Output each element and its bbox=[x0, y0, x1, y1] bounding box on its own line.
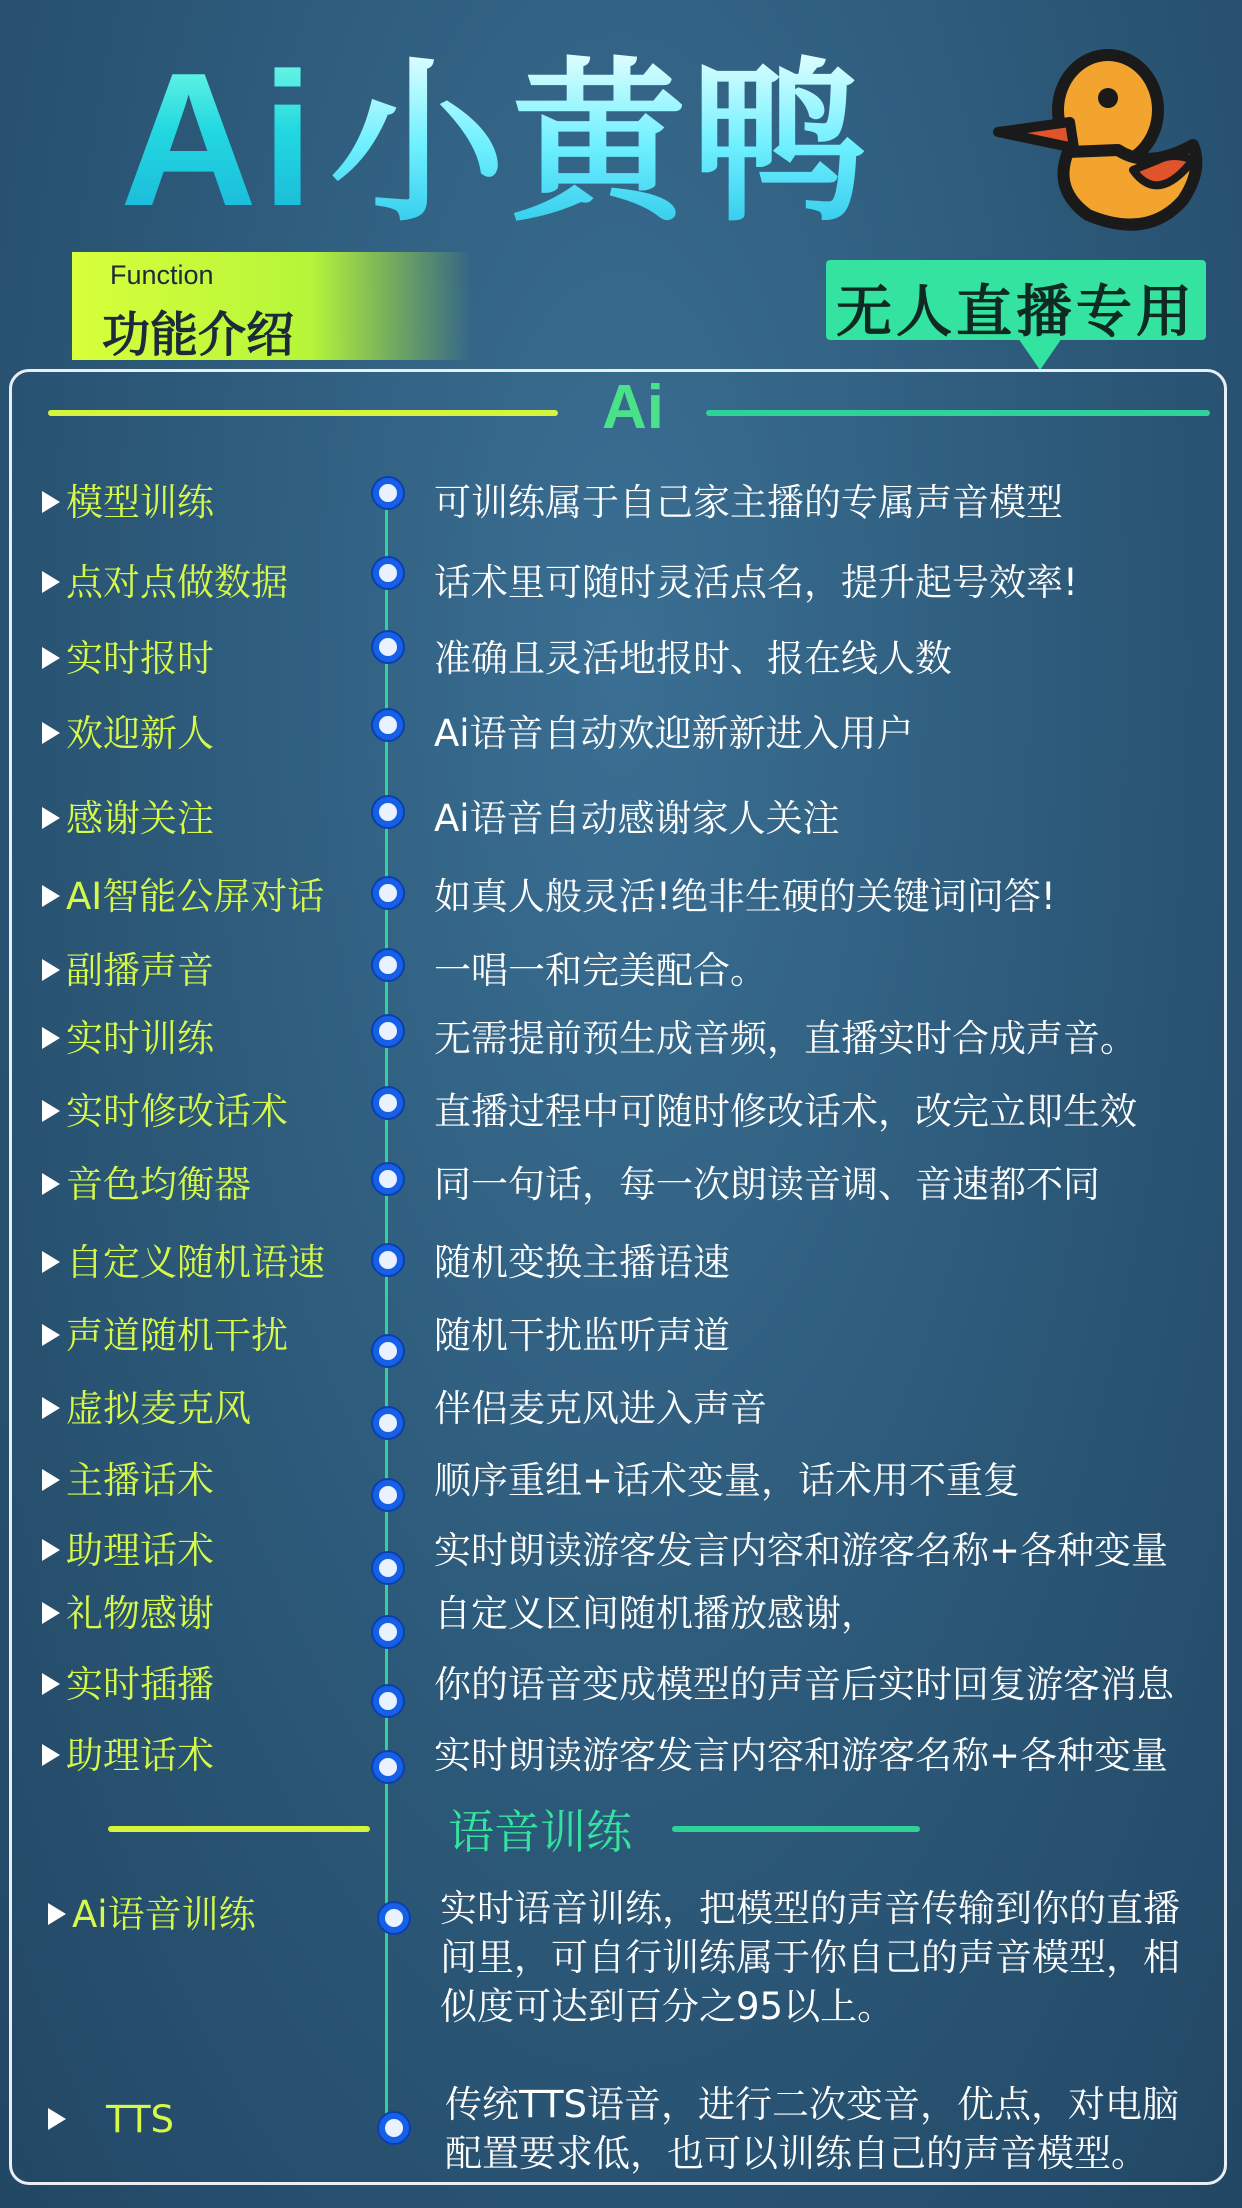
feature-label bbox=[42, 866, 324, 920]
voice-divider-left bbox=[108, 1826, 370, 1832]
timeline-dot bbox=[379, 2113, 409, 2143]
timeline-dot bbox=[373, 950, 403, 980]
feature-label bbox=[42, 1305, 288, 1359]
feature-label bbox=[42, 1378, 251, 1432]
triangle-bullet-icon bbox=[42, 1324, 60, 1346]
feature-label-text: 音色均衡器 bbox=[66, 1163, 251, 1206]
title-ai: Ai bbox=[120, 34, 318, 246]
feature-label-text: 实时报时 bbox=[66, 637, 214, 680]
triangle-bullet-icon bbox=[42, 722, 60, 744]
feature-desc: 随机干扰监听声道 bbox=[434, 1314, 730, 1357]
feature-label-text: 实时修改话术 bbox=[66, 1090, 288, 1133]
feature-label-text: 助理话术 bbox=[66, 1734, 214, 1777]
triangle-bullet-icon bbox=[42, 959, 60, 981]
triangle-bullet-icon bbox=[48, 1903, 66, 1925]
feature-label-text: 实时插播 bbox=[66, 1663, 214, 1706]
feature-label bbox=[42, 788, 214, 842]
timeline-dot bbox=[373, 558, 403, 588]
voice-feature-desc-line: 似度可达到百分之95以上。 bbox=[440, 1985, 895, 2028]
triangle-bullet-icon bbox=[42, 1539, 60, 1561]
triangle-bullet-icon bbox=[42, 1673, 60, 1695]
triangle-bullet-icon bbox=[42, 1100, 60, 1122]
triangle-bullet-icon bbox=[42, 491, 60, 513]
feature-label-text: 模型训练 bbox=[66, 481, 214, 524]
feature-label bbox=[42, 1154, 251, 1208]
feature-label bbox=[42, 1081, 288, 1135]
timeline-dot bbox=[373, 1016, 403, 1046]
feature-label-text: 实时训练 bbox=[66, 1017, 214, 1060]
timeline-dot bbox=[373, 1336, 403, 1366]
timeline-dot bbox=[373, 1164, 403, 1194]
feature-desc: 准确且灵活地报时、报在线人数 bbox=[434, 637, 952, 680]
triangle-bullet-icon bbox=[42, 1744, 60, 1766]
feature-label-text: 感谢关注 bbox=[66, 797, 214, 840]
live-badge bbox=[826, 260, 1206, 345]
triangle-bullet-icon bbox=[42, 885, 60, 907]
live-badge-text: 无人直播专用 bbox=[836, 280, 1196, 345]
function-cn-label: 功能介绍 bbox=[102, 307, 295, 363]
voice-feature-desc bbox=[440, 1884, 1180, 2031]
timeline-dot bbox=[373, 710, 403, 740]
timeline-dot bbox=[373, 1752, 403, 1782]
feature-desc: Ai语音自动欢迎新新进入用户 bbox=[434, 712, 914, 755]
duck-icon bbox=[958, 40, 1208, 240]
feature-label-text: 礼物感谢 bbox=[66, 1592, 214, 1635]
feature-label bbox=[42, 940, 214, 994]
triangle-bullet-icon bbox=[42, 1397, 60, 1419]
voice-feature-label-text: Ai语音训练 bbox=[72, 1893, 256, 1936]
feature-desc: 顺序重组+话术变量，话术用不重复 bbox=[434, 1459, 1021, 1502]
divider-left bbox=[48, 410, 558, 416]
feature-label-text: 声道随机干扰 bbox=[66, 1314, 288, 1357]
function-en-label: Function bbox=[110, 260, 214, 290]
feature-desc: 自定义区间随机播放感谢， bbox=[434, 1592, 878, 1635]
title-main: 小黄鸭 bbox=[330, 43, 873, 246]
triangle-bullet-icon bbox=[42, 647, 60, 669]
feature-desc: 话术里可随时灵活点名，提升起号效率! bbox=[434, 561, 1078, 604]
feature-label-text: 助理话术 bbox=[66, 1529, 214, 1572]
feature-label-text: AI智能公屏对话 bbox=[66, 875, 325, 918]
feature-label bbox=[42, 1583, 214, 1637]
voice-feature-desc-line: 配置要求低，也可以训练自己的声音模型。 bbox=[445, 2132, 1148, 2175]
timeline-dot bbox=[373, 1553, 403, 1583]
feature-desc: 实时朗读游客发言内容和游客名称+各种变量 bbox=[434, 1529, 1169, 1572]
feature-desc: 同一句话，每一次朗读音调、音速都不同 bbox=[434, 1163, 1100, 1206]
feature-label bbox=[42, 1232, 325, 1286]
timeline-dot bbox=[373, 1480, 403, 1510]
triangle-bullet-icon bbox=[42, 1251, 60, 1273]
feature-label bbox=[42, 703, 214, 757]
divider-right bbox=[706, 410, 1210, 416]
section-title-ai: Ai bbox=[602, 373, 664, 442]
feature-desc: 如真人般灵活!绝非生硬的关键词问答! bbox=[434, 875, 1056, 918]
voice-feature-desc-line: 间里，可自行训练属于你自己的声音模型，相 bbox=[440, 1936, 1180, 1979]
timeline-dot bbox=[373, 1088, 403, 1118]
feature-desc: 实时朗读游客发言内容和游客名称+各种变量 bbox=[434, 1734, 1169, 1777]
feature-desc: 一唱一和完美配合。 bbox=[434, 949, 767, 992]
triangle-bullet-icon bbox=[42, 1602, 60, 1624]
feature-label-text: 虚拟麦克风 bbox=[66, 1387, 251, 1430]
timeline-dot bbox=[373, 1245, 403, 1275]
feature-label bbox=[42, 552, 288, 606]
badge-tail bbox=[1018, 338, 1062, 370]
feature-desc: 直播过程中可随时修改话术，改完立即生效 bbox=[434, 1090, 1137, 1133]
timeline-dot bbox=[379, 1903, 409, 1933]
voice-divider-right bbox=[672, 1826, 920, 1832]
feature-label bbox=[42, 628, 214, 682]
voice-feature-label-text: TTS bbox=[106, 2098, 175, 2141]
timeline-dot bbox=[373, 878, 403, 908]
voice-feature-desc-line: 实时语音训练，把模型的声音传输到你的直播 bbox=[440, 1887, 1180, 1930]
feature-label bbox=[42, 1654, 214, 1708]
triangle-bullet-icon bbox=[48, 2108, 66, 2130]
feature-label bbox=[42, 1520, 214, 1574]
timeline-dot bbox=[373, 1617, 403, 1647]
section-title-voice: 语音训练 bbox=[448, 1805, 632, 1859]
timeline-dot bbox=[373, 632, 403, 662]
timeline-dot bbox=[373, 797, 403, 827]
voice-feature-label bbox=[48, 2098, 174, 2141]
voice-feature-label bbox=[48, 1884, 256, 1938]
timeline-dot bbox=[373, 1686, 403, 1716]
feature-label-text: 自定义随机语速 bbox=[66, 1241, 325, 1284]
feature-desc: Ai语音自动感谢家人关注 bbox=[434, 797, 840, 840]
feature-label bbox=[42, 472, 214, 526]
feature-desc: 伴侣麦克风进入声音 bbox=[434, 1387, 767, 1430]
voice-feature-desc bbox=[445, 2080, 1179, 2178]
feature-label-text: 欢迎新人 bbox=[66, 712, 214, 755]
feature-desc: 随机变换主播语速 bbox=[434, 1241, 730, 1284]
triangle-bullet-icon bbox=[42, 571, 60, 593]
feature-label-text: 主播话术 bbox=[66, 1459, 214, 1502]
triangle-bullet-icon bbox=[42, 1027, 60, 1049]
triangle-bullet-icon bbox=[42, 807, 60, 829]
feature-desc: 无需提前预生成音频，直播实时合成声音。 bbox=[434, 1017, 1137, 1060]
triangle-bullet-icon bbox=[42, 1173, 60, 1195]
feature-label bbox=[42, 1725, 214, 1779]
feature-label-text: 副播声音 bbox=[66, 949, 214, 992]
feature-label bbox=[42, 1450, 214, 1504]
function-section-label bbox=[72, 252, 472, 363]
feature-desc: 可训练属于自己家主播的专属声音模型 bbox=[434, 481, 1063, 524]
voice-feature-desc-line: 传统TTS语音，进行二次变音，优点，对电脑 bbox=[445, 2083, 1180, 2126]
triangle-bullet-icon bbox=[42, 1469, 60, 1491]
timeline-dot bbox=[373, 1408, 403, 1438]
feature-label bbox=[42, 1008, 214, 1062]
feature-label-text: 点对点做数据 bbox=[66, 561, 288, 604]
feature-desc: 你的语音变成模型的声音后实时回复游客消息 bbox=[434, 1663, 1174, 1706]
timeline-dot bbox=[373, 478, 403, 508]
